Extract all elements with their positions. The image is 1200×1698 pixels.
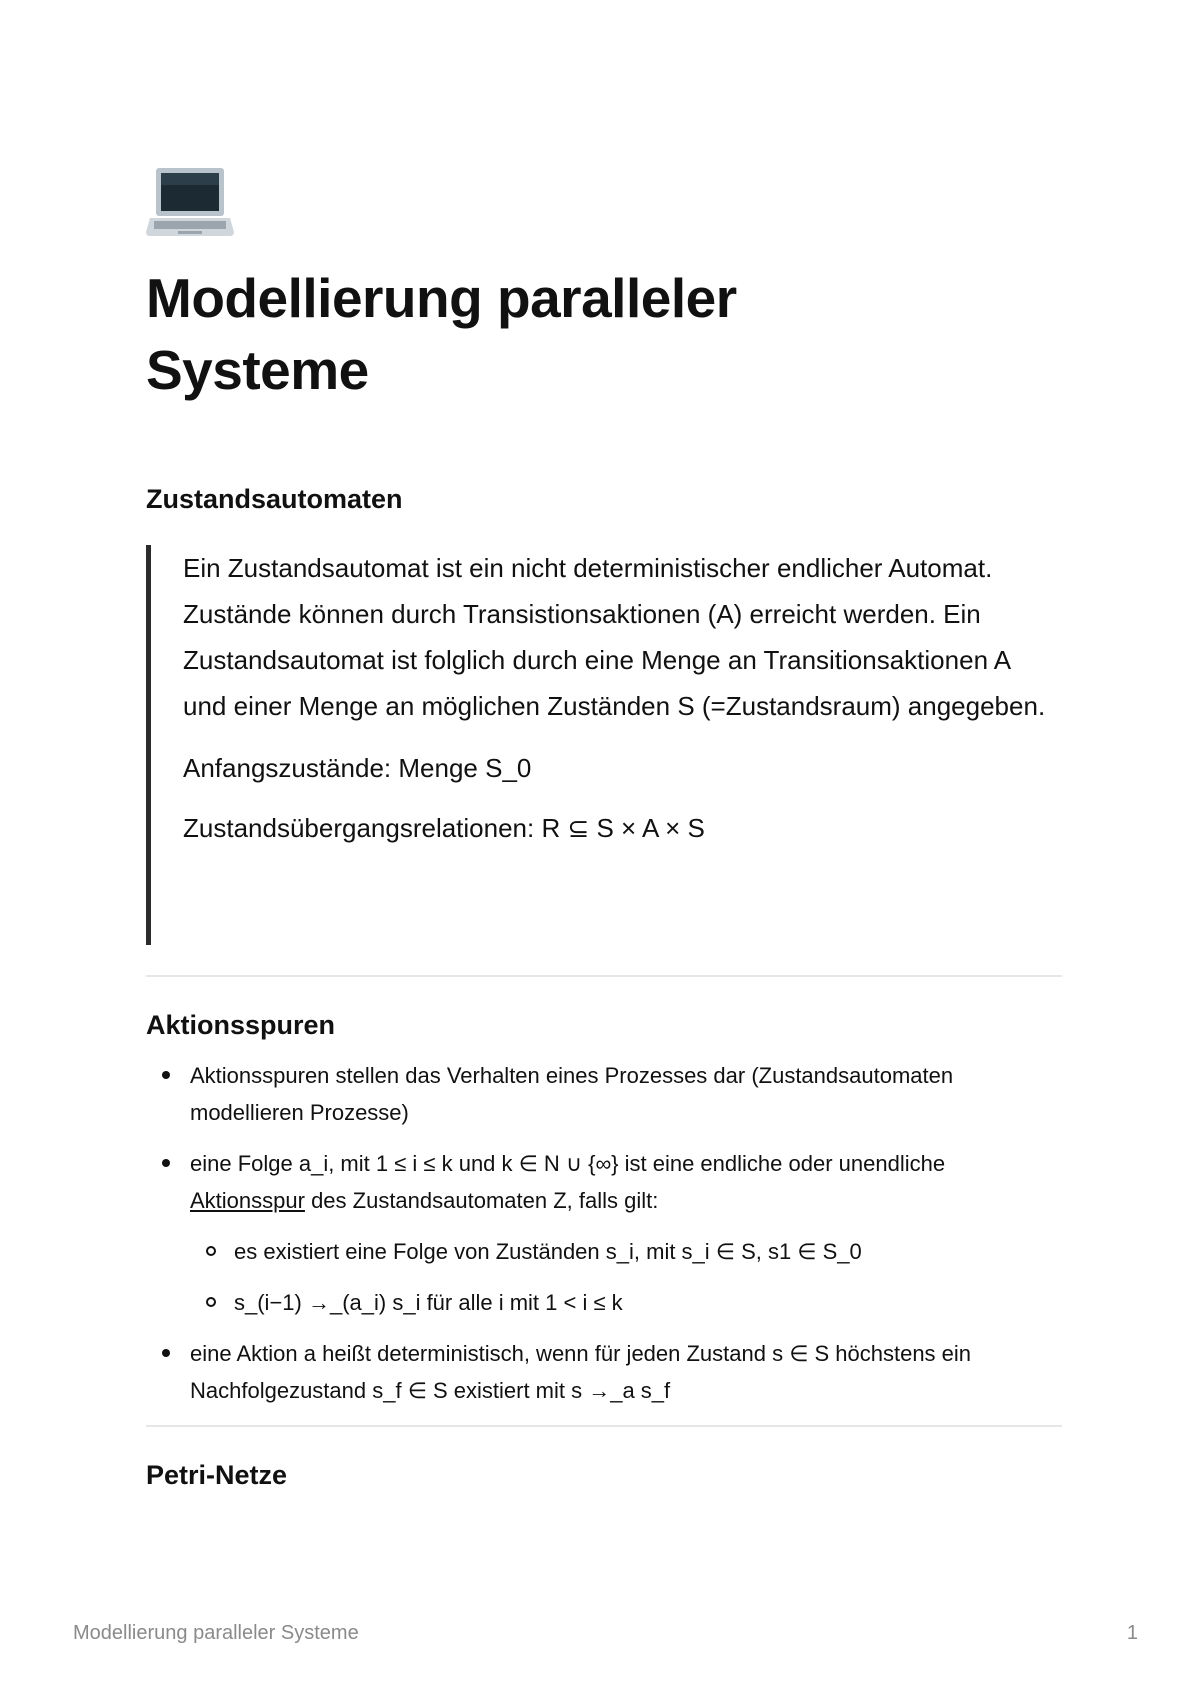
quote-initial-states: Anfangszustände: Menge S_0: [183, 753, 532, 783]
quote-definition-text: Ein Zustandsautomat ist ein nicht deterministischer endlicher Automat. Zustände können durch Transistionsaktionen (A) erreicht werden. Ein Zustandsautomat ist folglich durch eine Menge an Transitionsaktionen A: [183, 553, 1012, 675]
list-item: Aktionsspuren stellen das Verhalten eines Prozesses dar (Zustandsautomaten modellieren Prozesse): [146, 1057, 1062, 1131]
divider: [146, 1425, 1062, 1427]
underlined-term: Aktionsspur: [190, 1188, 305, 1213]
page-title: Modellierung paralleler Systeme: [146, 267, 737, 401]
sub-list-item: es existiert eine Folge von Zuständen s_i, mit s_i ∈ S, s1 ∈ S_0: [190, 1233, 1062, 1270]
section-heading-zustandsautomaten: Zustandsautomaten: [146, 484, 403, 514]
aktionsspuren-list: [146, 1057, 1062, 1423]
laptop-icon: [146, 166, 234, 242]
footer-title: Modellierung paralleler Systeme: [73, 1622, 359, 1644]
section-heading-aktionsspuren: Aktionsspuren: [146, 1010, 336, 1040]
list-item-text: eine Folge a_i, mit 1 ≤ i ≤ k und k ∈ N ∪ {∞} ist eine endliche oder unendliche: [190, 1151, 946, 1176]
section-heading-petri-netze: Petri-Netze: [146, 1460, 288, 1490]
list-item: [146, 1145, 1062, 1321]
quote-paragraph-definition: [183, 545, 1046, 729]
quote-transition-relation: Zustandsübergangsrelationen: R ⊆ S × A × S: [183, 813, 705, 843]
sub-list: [190, 1233, 1062, 1321]
list-item-text: des Zustandsautomaten Z, falls gilt:: [304, 1188, 659, 1213]
footer-page-number: 1: [1126, 1622, 1138, 1644]
definition-quote: [146, 545, 1046, 945]
list-item: eine Aktion a heißt deterministisch, wenn für jeden Zustand s ∈ S höchstens ein Nachfolgezustand s_f ∈ S existiert mit s →_a s_f: [146, 1335, 1062, 1409]
sub-list-item: s_(i−1) →_(a_i) s_i für alle i mit 1 < i ≤ k: [190, 1284, 1062, 1321]
divider: [146, 975, 1062, 977]
quote-definition-continuation: und einer Menge an möglichen Zuständen S (=Zustandsraum) angegeben.: [183, 691, 1046, 721]
